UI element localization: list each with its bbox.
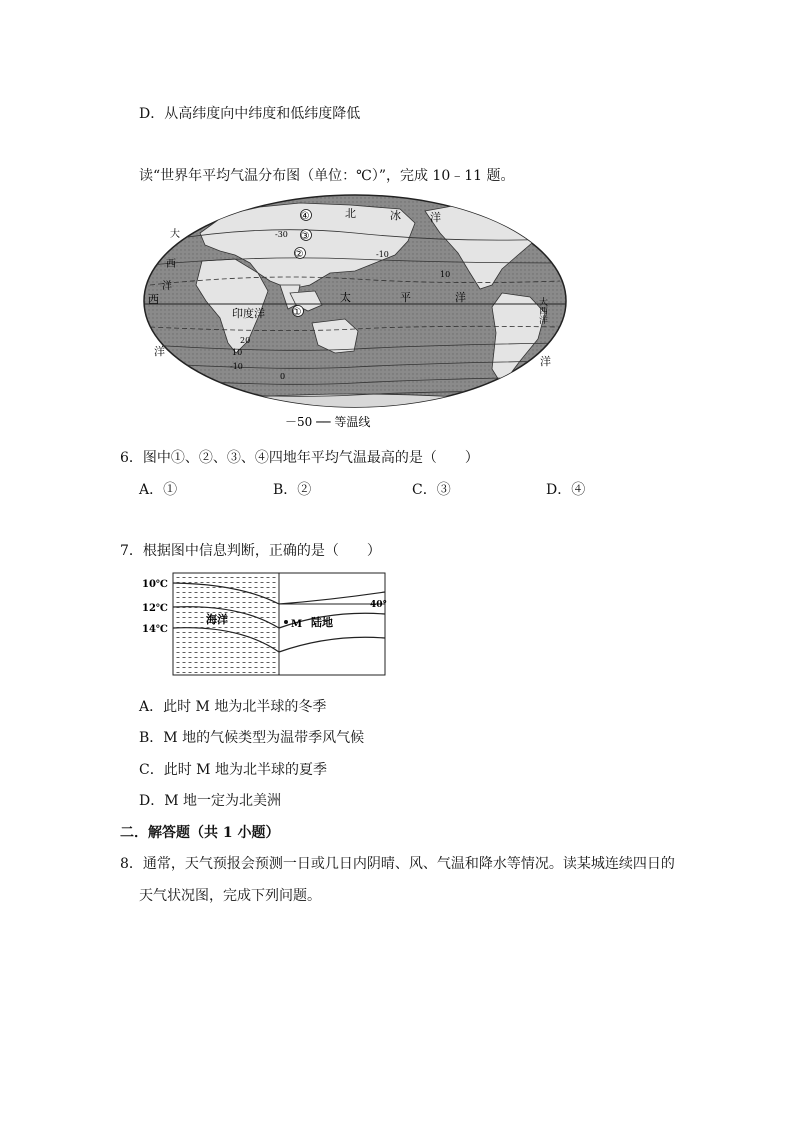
question-6-option-d[interactable]: D．④ [546,482,586,498]
ocean-label-arctic-1: 北 [345,207,356,220]
temp-label-14: 14℃ [142,624,168,635]
ocean-label-yang-r: 洋 [540,355,551,368]
ocean-label-pacific-3: 洋 [455,291,466,304]
temp-label-10: 10℃ [142,579,168,590]
section-2-heading: 二．解答题（共 1 小题） [120,825,280,841]
ocean-label-atlantic-r: 大西洋 [537,297,547,324]
question-8-line-1: 8．通常，天气预报会预测一日或几日内阴晴、风、气温和降水等情况。读某城连续四日的 [120,856,675,872]
ocean-label-arctic-2: 冰 [390,209,401,222]
isotherm-value: 0 [280,372,286,381]
isotherm-value: 20 [240,336,251,345]
temp-label-12: 12℃ [142,603,168,614]
ocean-label-indian: 印度洋 [232,307,265,320]
svg-text:④: ④ [300,211,310,222]
ocean-label-atlantic-n-1: 大 [170,229,180,240]
question-7-option-d[interactable]: D．M 地一定为北美洲 [139,793,282,809]
svg-text:③: ③ [300,231,310,242]
question-6-stem: 6．图中①、②、③、④四地年平均气温最高的是（ ） [120,450,479,466]
point-m [284,620,288,624]
previous-option-d: D．从高纬度向中纬度和低纬度降低 [139,106,361,122]
point-m-label: M [291,619,303,630]
map-intro-text: 读“世界年平均气温分布图（单位：℃）”，完成 10﹣11 题。 [139,168,515,184]
question-6-option-a[interactable]: A．① [139,482,178,498]
ocean-label-pacific-2: 平 [400,291,411,304]
ocean-label-arctic-3: 洋 [430,211,441,224]
land-label: 陆地 [311,616,333,629]
question-7-option-b[interactable]: B．M 地的气候类型为温带季风气候 [139,730,365,746]
isotherm-value: 10 [232,348,243,357]
isotherm-value: -10 [230,362,243,371]
ocean-label-atlantic-n-2: 西 [166,259,176,270]
question-6-option-c[interactable]: C．③ [412,482,451,498]
question-7-stem: 7．根据图中信息判断，正确的是（ ） [120,543,381,559]
isotherm-value: -30 [275,230,288,239]
question-7-option-c[interactable]: C．此时 M 地为北半球的夏季 [139,762,327,778]
ocean-label-atlantic-n-3: 洋 [162,281,172,292]
latitude-label: 40° [369,600,387,610]
isotherm-diagram [140,570,390,680]
isotherm-value: -10 [376,250,389,259]
svg-text:①: ① [292,307,302,318]
question-6-option-b[interactable]: B．② [273,482,312,498]
isotherm-value: 10 [440,270,451,279]
world-temperature-map [140,193,570,433]
svg-text:②: ② [294,249,304,260]
ocean-label-yang-s: 洋 [154,345,165,358]
map-legend: －50 ── 等温线 [285,415,371,429]
ocean-label-west: 西 [148,293,159,306]
question-7-option-a[interactable]: A．此时 M 地为北半球的冬季 [139,699,327,715]
ocean-label: 海洋 [206,613,228,626]
question-8-line-2: 天气状况图，完成下列问题。 [139,888,321,904]
ocean-label-pacific-1: 太 [340,291,351,304]
